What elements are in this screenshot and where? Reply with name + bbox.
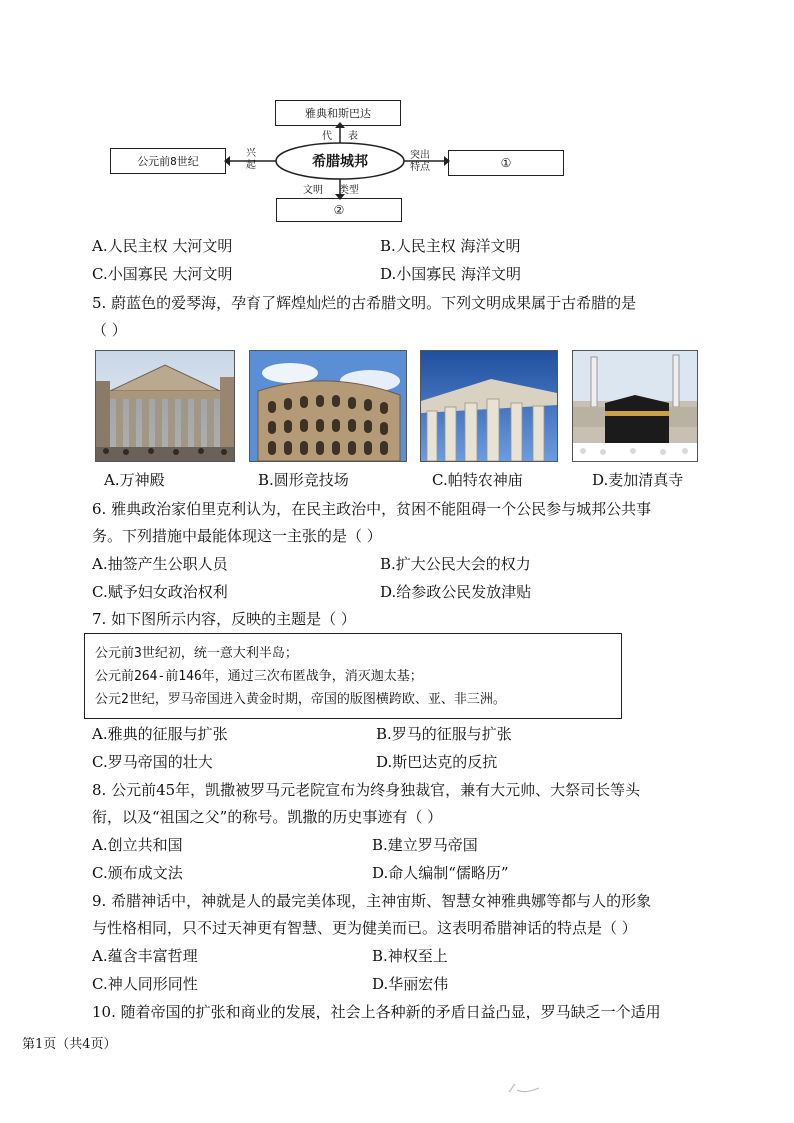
q5-option-b[interactable]: B.圆形竞技场 (258, 471, 349, 489)
q4-option-b[interactable]: B.人民主权 海洋文明 (380, 237, 521, 255)
q6-option-c[interactable]: C.赋予妇女政治权利 (92, 583, 228, 601)
q8-option-c[interactable]: C.颁布成文法 (92, 864, 183, 882)
q9-option-c[interactable]: C.神人同形同性 (92, 975, 198, 993)
q4-option-a[interactable]: A.人民主权 大河文明 (92, 237, 233, 255)
q7-option-a[interactable]: A.雅典的征服与扩张 (92, 725, 228, 743)
q8-option-d[interactable]: D.命人编制“儒略历” (372, 864, 509, 882)
diagram-left-arrow-label: 兴 起 (246, 148, 256, 171)
q8-stem-line1: 8. 公元前45年，凯撒被罗马元老院宣布为终身独裁官，兼有大元帅、大祭司长等头 (92, 781, 641, 799)
q9-stem-line2: 与性格相同，只不过天神更有智慧、更为健美而已。这表明希腊神话的特点是（ ） (92, 919, 637, 937)
q6-option-d[interactable]: D.给参政公民发放津贴 (380, 583, 532, 601)
q5-answer-blank: （ ） (92, 321, 127, 339)
diagram-top-arrow-label: 代 表 (322, 131, 359, 142)
diagram-bottom-arrow-label: 文明 类型 (303, 185, 360, 196)
page-footer: 第1页（共4页） (22, 1037, 117, 1052)
parthenon-image[interactable] (420, 350, 558, 462)
q9-option-d[interactable]: D.华丽宏伟 (372, 975, 449, 993)
q7-option-b[interactable]: B.罗马的征服与扩张 (376, 725, 512, 743)
q7-stem: 7. 如下图所示内容，反映的主题是（ ） (92, 610, 356, 628)
diagram-center-label: 希腊城邦 (312, 154, 368, 170)
diagram-left-box: 公元前8世纪 (110, 148, 226, 174)
parthenon-picture (421, 351, 557, 461)
diagram-bottom-box: ② (276, 198, 402, 222)
q8-option-a[interactable]: A.创立共和国 (92, 836, 183, 854)
q6-option-a[interactable]: A.抽签产生公职人员 (92, 555, 228, 573)
colosseum-picture (250, 351, 406, 461)
q8-stem-line2: 衔，以及“祖国之父”的称号。凯撒的历史事迹有（ ） (92, 808, 443, 826)
pantheon-picture (96, 351, 234, 461)
diagram-right-arrow-label: 突出 特点 (410, 150, 430, 173)
q7-material-line1: 公元前3世纪初，统一意大利半岛； (95, 646, 298, 661)
q10-stem-line1: 10. 随着帝国的扩张和商业的发展，社会上各种新的矛盾日益凸显，罗马缺乏一个适用 (92, 1003, 661, 1021)
q4-option-d[interactable]: D.小国寡民 海洋文明 (380, 265, 522, 283)
diagram-top-box: 雅典和斯巴达 (275, 100, 401, 126)
q8-option-b[interactable]: B.建立罗马帝国 (372, 836, 478, 854)
q9-option-a[interactable]: A.蕴含丰富哲理 (92, 947, 198, 965)
q7-option-d[interactable]: D.斯巴达克的反抗 (376, 753, 498, 771)
q6-option-b[interactable]: B.扩大公民大会的权力 (380, 555, 531, 573)
q9-option-b[interactable]: B.神权至上 (372, 947, 448, 965)
q7-material-line2: 公元前264-前146年，通过三次布匿战争，消灭迦太基； (95, 669, 423, 684)
q7-material-line3: 公元2世纪，罗马帝国进入黄金时期，帝国的版图横跨欧、亚、非三洲。 (95, 692, 506, 707)
q5-option-d[interactable]: D.麦加清真寺 (592, 471, 684, 489)
q6-stem-line2: 务。下列措施中最能体现这一主张的是（ ） (92, 527, 382, 545)
q7-material-box (84, 633, 622, 719)
diagram-right-box: ① (448, 150, 564, 176)
q7-option-c[interactable]: C.罗马帝国的壮大 (92, 753, 213, 771)
mecca-mosque-image[interactable] (572, 350, 698, 462)
q9-stem-line1: 9. 希腊神话中，神就是人的最完美体现，主神宙斯、智慧女神雅典娜等都与人的形象 (92, 892, 652, 910)
q5-stem: 5. 蔚蓝色的爱琴海，孕育了辉煌灿烂的古希腊文明。下列文明成果属于古希腊的是 (92, 294, 637, 312)
scan-mark-decoration (505, 1080, 545, 1096)
colosseum-image[interactable] (249, 350, 407, 462)
q5-option-c[interactable]: C.帕特农神庙 (432, 471, 523, 489)
mecca-mosque-picture (573, 351, 697, 461)
pantheon-image[interactable] (95, 350, 235, 462)
q4-option-c[interactable]: C.小国寡民 大河文明 (92, 265, 233, 283)
q6-stem-line1: 6. 雅典政治家伯里克利认为，在民主政治中，贫困不能阻碍一个公民参与城邦公共事 (92, 500, 652, 518)
q5-option-a[interactable]: A.万神殿 (104, 471, 165, 489)
